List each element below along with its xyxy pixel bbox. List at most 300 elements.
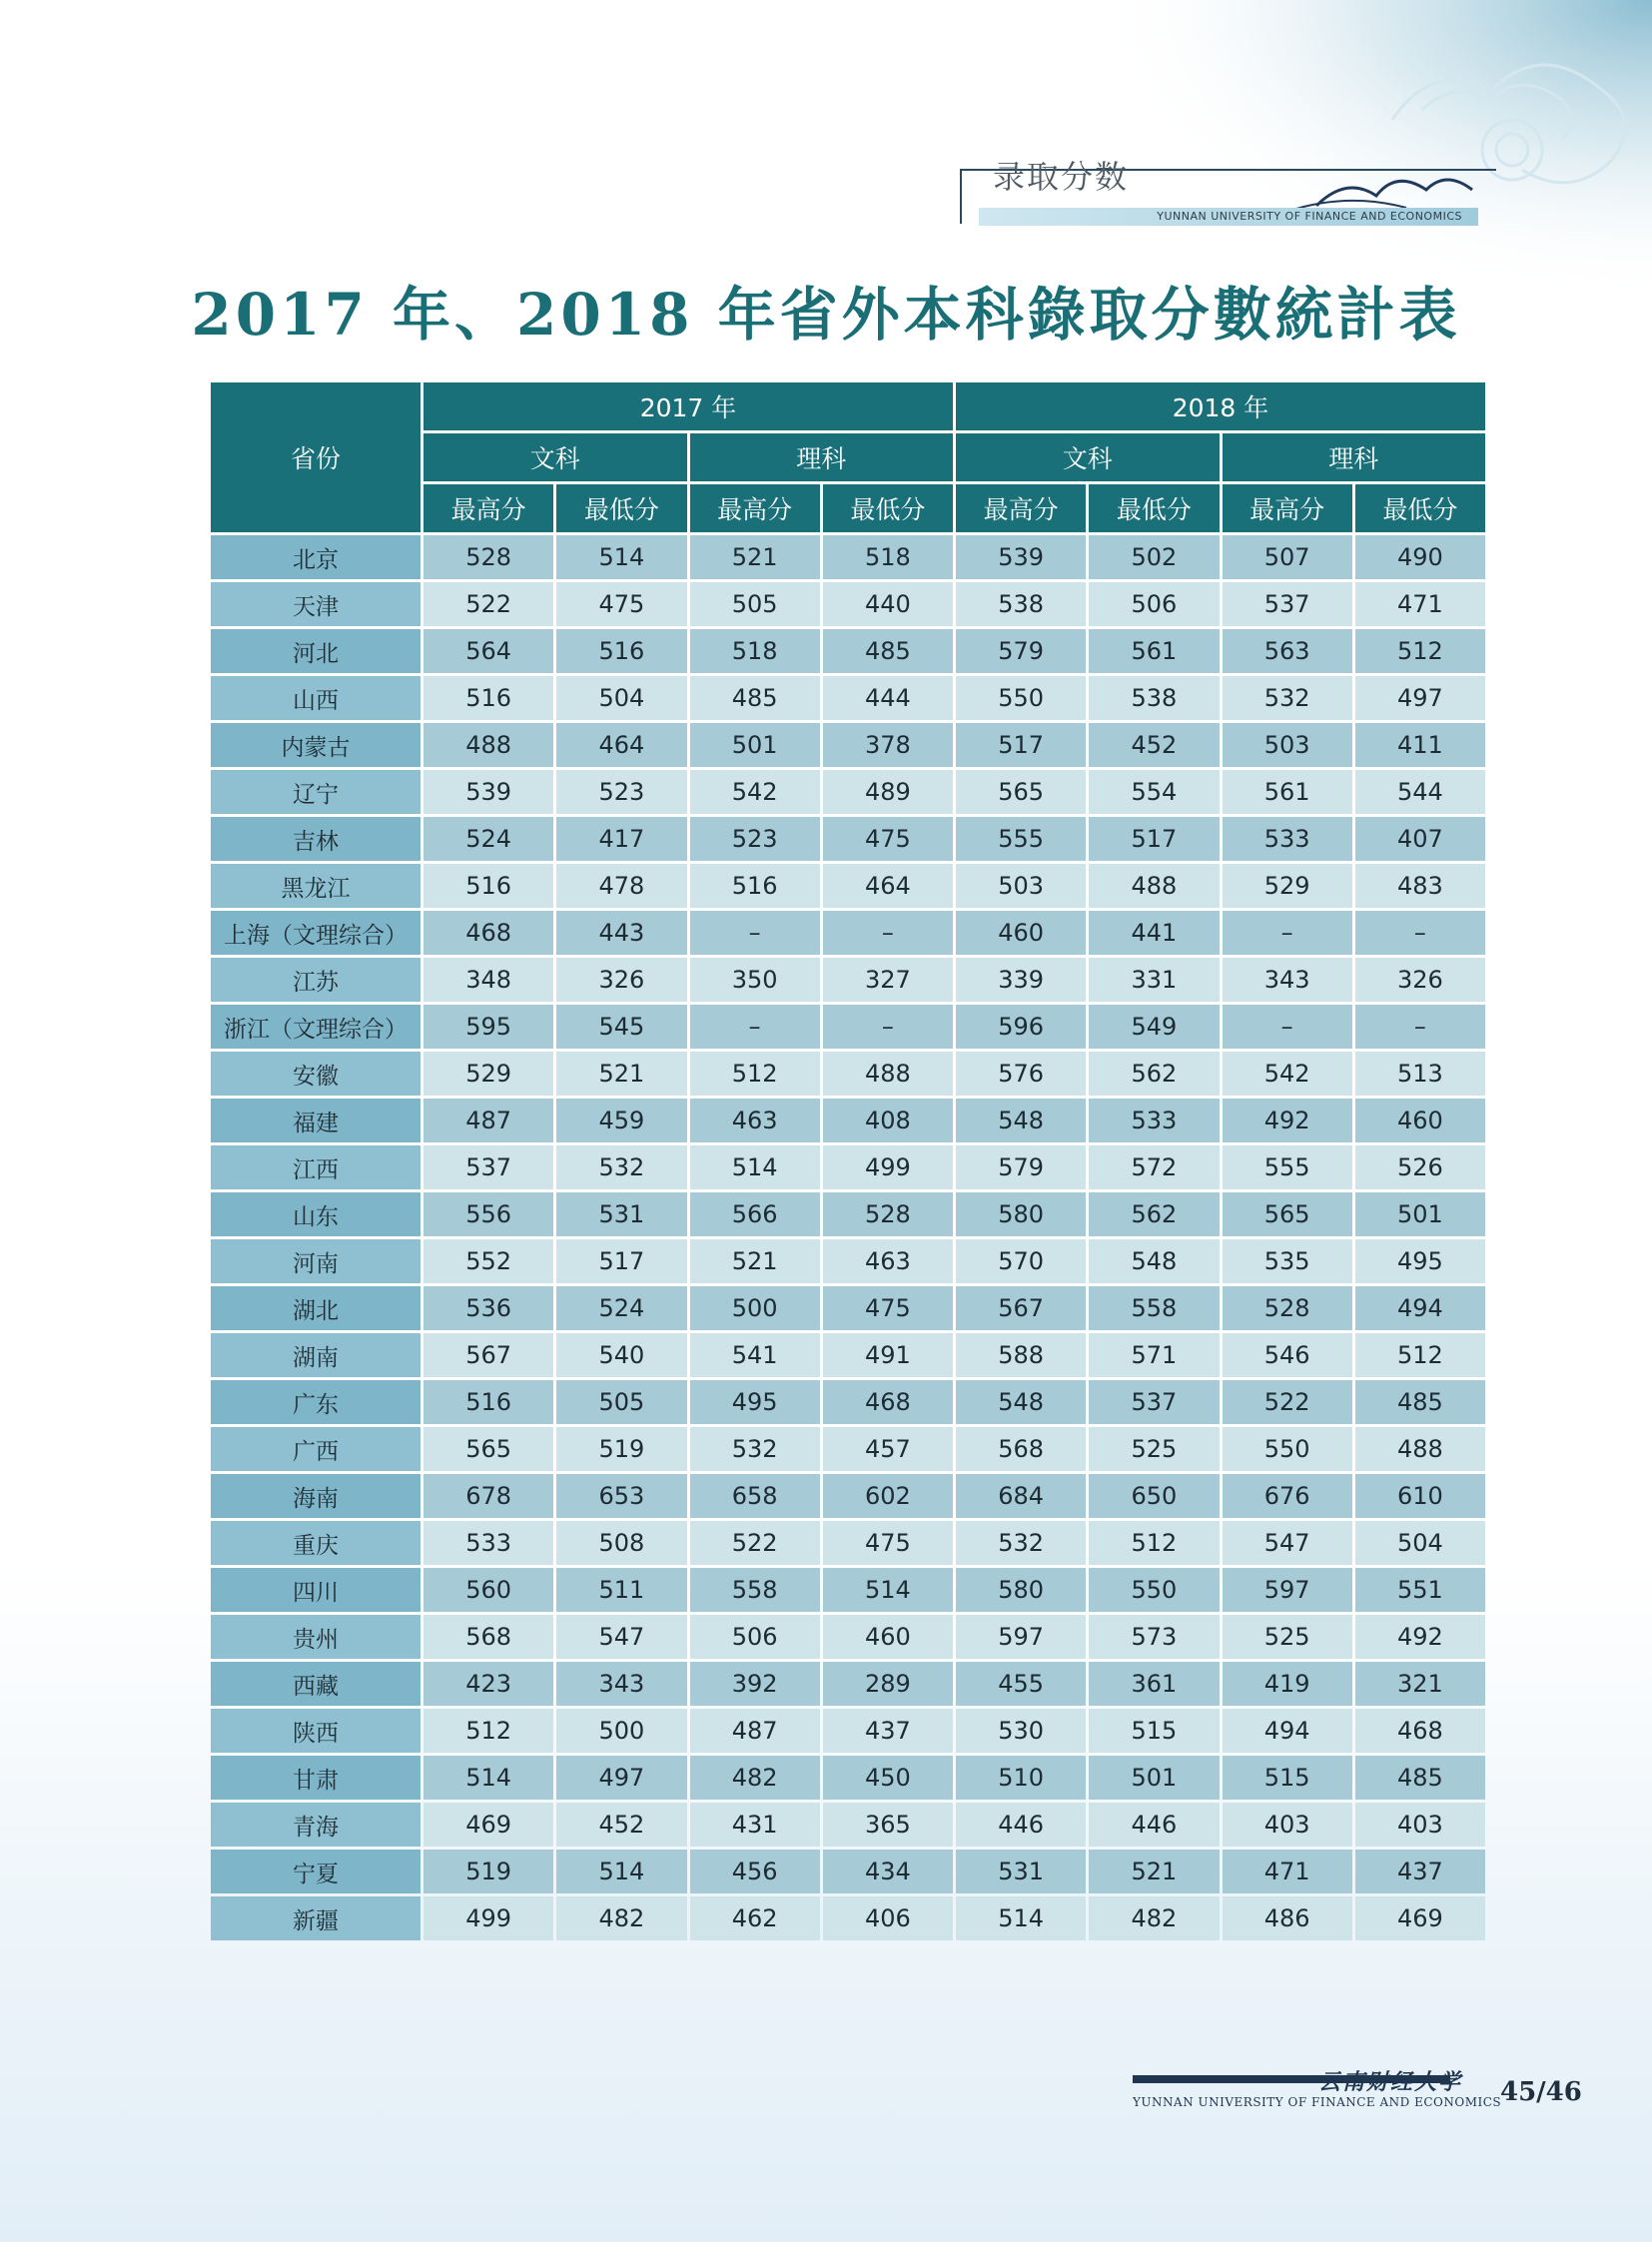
year-header-2017: 2017 年 [423, 382, 953, 430]
score-cell: 471 [1223, 1850, 1352, 1893]
score-cell: 579 [956, 629, 1086, 673]
score-cell: 361 [1089, 1662, 1219, 1706]
score-cell: 565 [423, 1427, 553, 1471]
score-cell: 446 [1089, 1803, 1219, 1847]
score-cell: 456 [690, 1850, 820, 1893]
score-cell: 521 [556, 1052, 686, 1096]
score-cell: 482 [1089, 1896, 1219, 1940]
score-cell: 528 [423, 535, 553, 579]
score-cell: 444 [823, 676, 953, 720]
score-cell: 564 [423, 629, 553, 673]
score-cell: 511 [556, 1568, 686, 1612]
score-cell: 478 [556, 864, 686, 908]
score-cell: 537 [423, 1145, 553, 1189]
score-cell: 455 [956, 1662, 1086, 1706]
province-cell: 海南 [211, 1474, 420, 1518]
province-cell: 广东 [211, 1380, 420, 1424]
score-cell: 541 [690, 1333, 820, 1377]
score-cell: 537 [1223, 582, 1352, 626]
score-cell: 365 [823, 1803, 953, 1847]
province-cell: 四川 [211, 1568, 420, 1612]
score-cell: 567 [956, 1286, 1086, 1330]
score-cell: 497 [1355, 676, 1485, 720]
score-cell: 524 [423, 817, 553, 861]
score-cell: 550 [1223, 1427, 1352, 1471]
score-cell: 532 [690, 1427, 820, 1471]
score-cell: 560 [423, 1568, 553, 1612]
table-row [211, 817, 1485, 861]
table-row [211, 723, 1485, 767]
page-title: 2017 年、2018 年省外本科錄取分數統計表 [191, 281, 1461, 349]
score-cell: 289 [823, 1662, 953, 1706]
score-cell: 516 [556, 629, 686, 673]
score-cell: 684 [956, 1474, 1086, 1518]
score-cell: 505 [556, 1380, 686, 1424]
score-cell: 419 [1223, 1662, 1352, 1706]
score-cell: – [690, 911, 820, 955]
score-cell: 327 [823, 958, 953, 1002]
score-cell: 501 [1355, 1192, 1485, 1236]
score-cell: 514 [556, 535, 686, 579]
score-cell: 547 [1223, 1521, 1352, 1565]
track-header-2018-like: 理科 [1223, 433, 1486, 481]
score-cell: 431 [690, 1803, 820, 1847]
province-cell: 湖北 [211, 1286, 420, 1330]
score-cell: 552 [423, 1239, 553, 1283]
score-cell: 407 [1355, 817, 1485, 861]
province-cell: 辽宁 [211, 770, 420, 814]
province-cell: 广西 [211, 1427, 420, 1471]
score-cell: 485 [1355, 1756, 1485, 1800]
score-cell: 588 [956, 1333, 1086, 1377]
score-cell: 528 [823, 1192, 953, 1236]
table-row [211, 1380, 1485, 1424]
score-cell: 463 [823, 1239, 953, 1283]
score-cell: 506 [690, 1615, 820, 1659]
table-row [211, 535, 1485, 579]
score-cell: 517 [556, 1239, 686, 1283]
score-cell: 514 [556, 1850, 686, 1893]
score-cell: 522 [1223, 1380, 1352, 1424]
table-row [211, 1192, 1485, 1236]
table-row [211, 864, 1485, 908]
score-cell: 539 [423, 770, 553, 814]
score-cell: – [690, 1005, 820, 1049]
score-cell: 497 [556, 1756, 686, 1800]
province-cell: 重庆 [211, 1521, 420, 1565]
table-row [211, 770, 1485, 814]
score-cell: 531 [556, 1192, 686, 1236]
province-cell: 江西 [211, 1145, 420, 1189]
score-cell: 512 [1355, 629, 1485, 673]
score-cell: 343 [556, 1662, 686, 1706]
score-cell: – [823, 1005, 953, 1049]
score-cell: 513 [1355, 1052, 1485, 1096]
table-row [211, 1850, 1485, 1893]
score-cell: 549 [1089, 1005, 1219, 1049]
score-cell: 522 [423, 582, 553, 626]
score-cell: 378 [823, 723, 953, 767]
score-cell: 514 [823, 1568, 953, 1612]
score-cell: 408 [823, 1099, 953, 1142]
score-cell: 437 [1355, 1850, 1485, 1893]
score-cell: 544 [1355, 770, 1485, 814]
table-row [211, 1474, 1485, 1518]
score-cell: 676 [1223, 1474, 1352, 1518]
metric-header: 最低分 [1355, 484, 1485, 532]
score-cell: 495 [1355, 1239, 1485, 1283]
table-row [211, 582, 1485, 626]
table-row [211, 1427, 1485, 1471]
score-cell: 504 [1355, 1521, 1485, 1565]
score-cell: 450 [823, 1756, 953, 1800]
score-cell: 506 [1089, 582, 1219, 626]
score-cell: 523 [690, 817, 820, 861]
province-cell: 北京 [211, 535, 420, 579]
province-cell: 陕西 [211, 1709, 420, 1753]
score-cell: 576 [956, 1052, 1086, 1096]
score-cell: 518 [690, 629, 820, 673]
score-cell: 572 [1089, 1145, 1219, 1189]
score-cell: 475 [823, 1286, 953, 1330]
score-cell: 343 [1223, 958, 1352, 1002]
score-cell: 658 [690, 1474, 820, 1518]
score-cell: 523 [556, 770, 686, 814]
province-cell: 新疆 [211, 1896, 420, 1940]
score-cell: 567 [423, 1333, 553, 1377]
score-cell: 522 [690, 1521, 820, 1565]
table-row [211, 629, 1485, 673]
page-number: 45/46 [1500, 2077, 1582, 2107]
score-cell: 440 [823, 582, 953, 626]
score-cell: 536 [423, 1286, 553, 1330]
score-cell: 538 [1089, 676, 1219, 720]
score-cell: 525 [1223, 1615, 1352, 1659]
score-cell: 519 [423, 1850, 553, 1893]
score-cell: 492 [1223, 1099, 1352, 1142]
score-cell: 423 [423, 1662, 553, 1706]
score-cell: 561 [1223, 770, 1352, 814]
score-cell: 539 [956, 535, 1086, 579]
score-cell: 488 [823, 1052, 953, 1096]
score-cell: 494 [1355, 1286, 1485, 1330]
score-cell: 517 [1089, 817, 1219, 861]
score-cell: 501 [690, 723, 820, 767]
score-cell: 521 [1089, 1850, 1219, 1893]
score-cell: 533 [1223, 817, 1352, 861]
score-cell: 595 [423, 1005, 553, 1049]
province-cell: 安徽 [211, 1052, 420, 1096]
score-cell: 468 [423, 911, 553, 955]
table-row [211, 911, 1485, 955]
score-cell: 515 [1089, 1709, 1219, 1753]
province-cell: 湖南 [211, 1333, 420, 1377]
score-cell: 535 [1223, 1239, 1352, 1283]
score-cell: 518 [823, 535, 953, 579]
province-cell: 山西 [211, 676, 420, 720]
score-cell: 597 [956, 1615, 1086, 1659]
score-cell: 403 [1355, 1803, 1485, 1847]
score-cell: 499 [823, 1145, 953, 1189]
score-cell: 579 [956, 1145, 1086, 1189]
score-cell: – [1223, 911, 1352, 955]
table-row [211, 676, 1485, 720]
year-header-2018: 2018 年 [956, 382, 1485, 430]
score-cell: 501 [1089, 1756, 1219, 1800]
score-cell: 525 [1089, 1427, 1219, 1471]
score-cell: 558 [1089, 1286, 1219, 1330]
province-cell: 青海 [211, 1803, 420, 1847]
score-cell: 406 [823, 1896, 953, 1940]
score-cell: 514 [690, 1145, 820, 1189]
score-cell: 562 [1089, 1052, 1219, 1096]
score-cell: 516 [423, 1380, 553, 1424]
score-cell: 495 [690, 1380, 820, 1424]
score-cell: 471 [1355, 582, 1485, 626]
score-cell: 573 [1089, 1615, 1219, 1659]
score-cell: 488 [1089, 864, 1219, 908]
score-cell: 524 [556, 1286, 686, 1330]
metric-header: 最低分 [823, 484, 953, 532]
province-cell: 江苏 [211, 958, 420, 1002]
score-cell: 468 [823, 1380, 953, 1424]
table-row [211, 958, 1485, 1002]
score-cell: 521 [690, 1239, 820, 1283]
score-cell: 561 [1089, 629, 1219, 673]
province-cell: 福建 [211, 1099, 420, 1142]
score-cell: 505 [690, 582, 820, 626]
score-cell: 457 [823, 1427, 953, 1471]
score-cell: 653 [556, 1474, 686, 1518]
score-cell: 489 [823, 770, 953, 814]
province-cell: 河北 [211, 629, 420, 673]
score-cell: 482 [556, 1896, 686, 1940]
score-cell: 545 [556, 1005, 686, 1049]
score-cell: 521 [690, 535, 820, 579]
header-row-years [211, 382, 1485, 430]
score-cell: 542 [690, 770, 820, 814]
metric-header: 最低分 [556, 484, 686, 532]
score-cell: 602 [823, 1474, 953, 1518]
score-cell: 565 [956, 770, 1086, 814]
province-cell: 宁夏 [211, 1850, 420, 1893]
score-cell: 485 [1355, 1380, 1485, 1424]
score-cell: 550 [1089, 1568, 1219, 1612]
score-cell: 331 [1089, 958, 1219, 1002]
province-cell: 内蒙古 [211, 723, 420, 767]
score-cell: – [1355, 911, 1485, 955]
table-row [211, 1239, 1485, 1283]
score-cell: 392 [690, 1662, 820, 1706]
province-cell: 西藏 [211, 1662, 420, 1706]
score-cell: 485 [690, 676, 820, 720]
table-row [211, 1286, 1485, 1330]
score-cell: 529 [1223, 864, 1352, 908]
province-cell: 贵州 [211, 1615, 420, 1659]
section-header [957, 140, 1496, 230]
score-cell: 464 [823, 864, 953, 908]
score-cell: 529 [423, 1052, 553, 1096]
score-cell: 487 [690, 1709, 820, 1753]
score-cell: 452 [1089, 723, 1219, 767]
score-cell: 475 [556, 582, 686, 626]
score-cell: 417 [556, 817, 686, 861]
score-cell: 530 [956, 1709, 1086, 1753]
score-cell: 546 [1223, 1333, 1352, 1377]
score-cell: 437 [823, 1709, 953, 1753]
score-cell: 460 [1355, 1099, 1485, 1142]
score-cell: 510 [956, 1756, 1086, 1800]
score-cell: 597 [1223, 1568, 1352, 1612]
score-cell: 508 [556, 1521, 686, 1565]
province-cell: 浙江（文理综合） [211, 1005, 420, 1049]
score-cell: 596 [956, 1005, 1086, 1049]
metric-header: 最高分 [956, 484, 1086, 532]
score-cell: 551 [1355, 1568, 1485, 1612]
score-cell: 516 [690, 864, 820, 908]
score-cell: 502 [1089, 535, 1219, 579]
score-cell: 469 [423, 1803, 553, 1847]
score-cell: 550 [956, 676, 1086, 720]
province-cell: 甘肃 [211, 1756, 420, 1800]
score-cell: – [1355, 1005, 1485, 1049]
score-cell: 326 [556, 958, 686, 1002]
score-cell: 503 [956, 864, 1086, 908]
track-header-2017-wenke: 文科 [423, 433, 687, 481]
score-cell: 485 [823, 629, 953, 673]
score-cell: 568 [956, 1427, 1086, 1471]
province-cell: 河南 [211, 1239, 420, 1283]
score-cell: 517 [956, 723, 1086, 767]
score-cell: 462 [690, 1896, 820, 1940]
score-cell: 494 [1223, 1709, 1352, 1753]
score-cell: 482 [690, 1756, 820, 1800]
score-cell: 533 [423, 1521, 553, 1565]
table-row [211, 1333, 1485, 1377]
score-cell: 570 [956, 1239, 1086, 1283]
score-cell: 548 [956, 1099, 1086, 1142]
province-cell: 上海（文理综合） [211, 911, 420, 955]
score-cell: 499 [423, 1896, 553, 1940]
score-cell: 533 [1089, 1099, 1219, 1142]
score-cell: 526 [1355, 1145, 1485, 1189]
score-cell: 460 [956, 911, 1086, 955]
score-cell: 483 [1355, 864, 1485, 908]
score-cell: 512 [1089, 1521, 1219, 1565]
section-subtitle: YUNNAN UNIVERSITY OF FINANCE AND ECONOMICS [1157, 210, 1462, 223]
score-cell: 504 [556, 676, 686, 720]
score-cell: 512 [690, 1052, 820, 1096]
score-cell: 568 [423, 1615, 553, 1659]
score-cell: 555 [956, 817, 1086, 861]
score-cell: 512 [1355, 1333, 1485, 1377]
score-cell: 580 [956, 1568, 1086, 1612]
score-cell: 515 [1223, 1756, 1352, 1800]
province-cell: 山东 [211, 1192, 420, 1236]
score-cell: – [823, 911, 953, 955]
score-cell: 650 [1089, 1474, 1219, 1518]
score-cell: 566 [690, 1192, 820, 1236]
score-cell: 516 [423, 864, 553, 908]
province-cell: 天津 [211, 582, 420, 626]
table-body [211, 535, 1485, 1940]
score-cell: 503 [1223, 723, 1352, 767]
score-cell: 492 [1355, 1615, 1485, 1659]
score-cell: 562 [1089, 1192, 1219, 1236]
score-cell: 434 [823, 1850, 953, 1893]
score-cell: 500 [690, 1286, 820, 1330]
track-header-2017-like: 理科 [690, 433, 954, 481]
score-cell: 321 [1355, 1662, 1485, 1706]
score-cell: 542 [1223, 1052, 1352, 1096]
table-row [211, 1568, 1485, 1612]
score-cell: 441 [1089, 911, 1219, 955]
table-row [211, 1709, 1485, 1753]
footer-subtitle: YUNNAN UNIVERSITY OF FINANCE AND ECONOMICS [1133, 2095, 1502, 2109]
score-cell: 540 [556, 1333, 686, 1377]
score-cell: 486 [1223, 1896, 1352, 1940]
score-cell: 469 [1355, 1896, 1485, 1940]
score-cell: 339 [956, 958, 1086, 1002]
score-cell: 532 [556, 1145, 686, 1189]
table-row [211, 1756, 1485, 1800]
province-cell: 吉林 [211, 817, 420, 861]
score-cell: 555 [1223, 1145, 1352, 1189]
score-cell: 488 [1355, 1427, 1485, 1471]
score-cell: 528 [1223, 1286, 1352, 1330]
table-row [211, 1896, 1485, 1940]
track-header-2018-wenke: 文科 [956, 433, 1220, 481]
score-cell: 459 [556, 1099, 686, 1142]
score-cell: 678 [423, 1474, 553, 1518]
table-row [211, 1521, 1485, 1565]
metric-header: 最低分 [1089, 484, 1219, 532]
score-cell: 571 [1089, 1333, 1219, 1377]
province-cell: 黑龙江 [211, 864, 420, 908]
score-cell: 446 [956, 1803, 1086, 1847]
score-cell: 411 [1355, 723, 1485, 767]
score-cell: 556 [423, 1192, 553, 1236]
score-cell: 563 [1223, 629, 1352, 673]
score-cell: 468 [1355, 1709, 1485, 1753]
score-cell: 554 [1089, 770, 1219, 814]
score-cell: 547 [556, 1615, 686, 1659]
score-cell: 350 [690, 958, 820, 1002]
university-logo: 云南财经大学 [1318, 2069, 1463, 2095]
score-cell: 452 [556, 1803, 686, 1847]
score-cell: 348 [423, 958, 553, 1002]
score-cell: 548 [956, 1380, 1086, 1424]
admission-score-table [208, 379, 1488, 1943]
table-row [211, 1615, 1485, 1659]
score-cell: 403 [1223, 1803, 1352, 1847]
score-cell: 490 [1355, 535, 1485, 579]
score-cell: 519 [556, 1427, 686, 1471]
metric-header: 最高分 [1223, 484, 1352, 532]
score-cell: – [1223, 1005, 1352, 1049]
score-cell: 514 [423, 1756, 553, 1800]
score-cell: 538 [956, 582, 1086, 626]
score-cell: 531 [956, 1850, 1086, 1893]
score-cell: 532 [1223, 676, 1352, 720]
score-cell: 565 [1223, 1192, 1352, 1236]
footer [1129, 2069, 1582, 2113]
table-row [211, 1052, 1485, 1096]
table-row [211, 1803, 1485, 1847]
score-cell: 532 [956, 1521, 1086, 1565]
table-row [211, 1662, 1485, 1706]
score-cell: 548 [1089, 1239, 1219, 1283]
